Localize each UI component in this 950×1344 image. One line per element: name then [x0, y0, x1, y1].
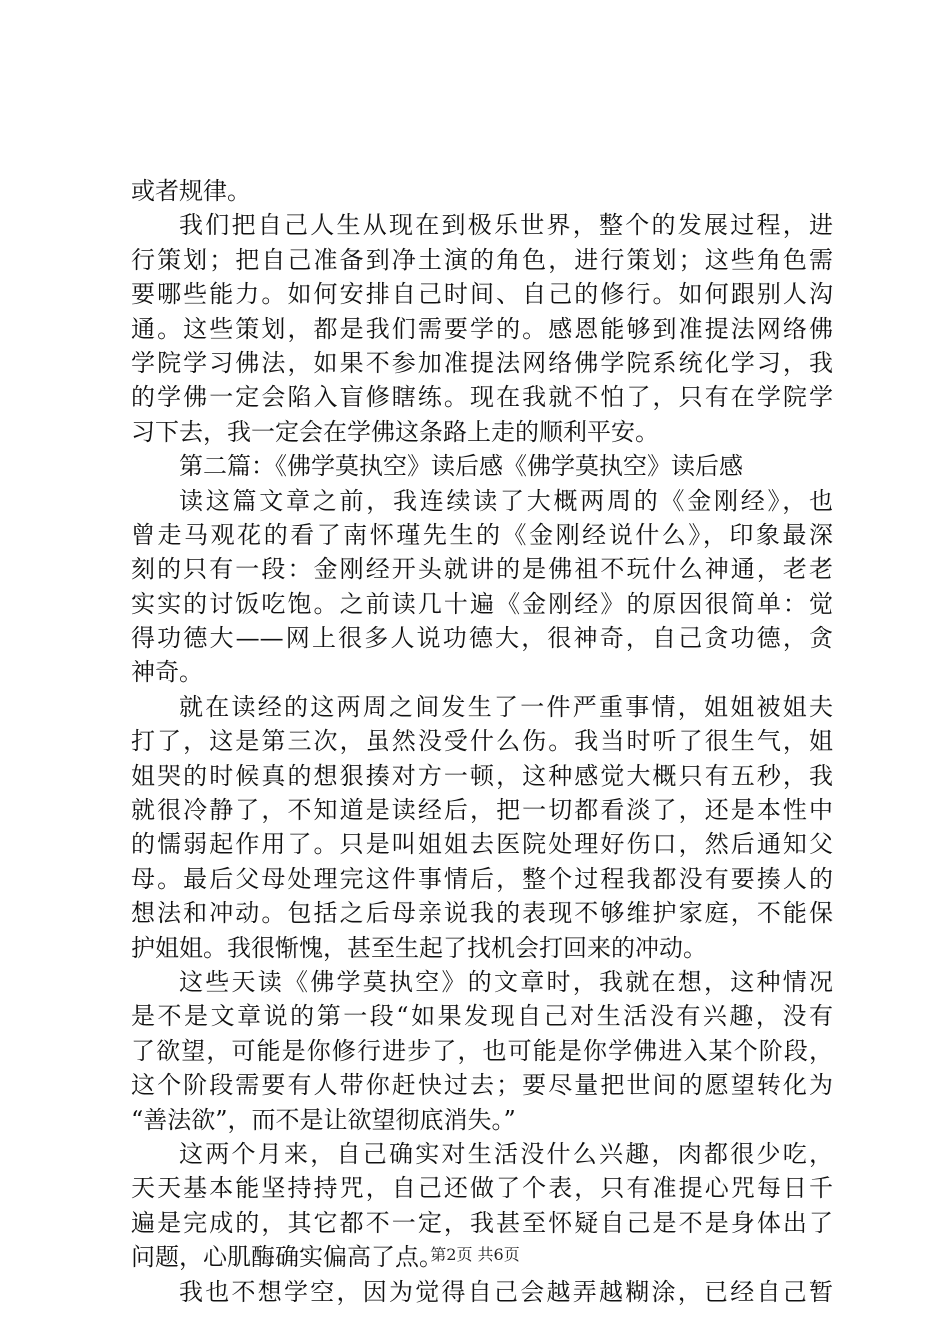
text-line: 学院学习佛法，如果不参加准提法网络佛学院系统化学习，我 [131, 348, 833, 377]
text-line: 曾走马观花的看了南怀瑾先生的《金刚经说什么》，印象最深 [131, 520, 833, 549]
text-line: 我也不想学空，因为觉得自己会越弄越糊涂，已经自己暂 [179, 1277, 833, 1306]
text-line: 打了，这是第三次，虽然没受什么伤。我当时听了很生气，姐 [131, 727, 833, 756]
page-footer: 第2页 共6页 [430, 1245, 520, 1264]
text-line: 护姐姐。我很惭愧，甚至生起了找机会打回来的冲动。 [131, 933, 707, 962]
text-line: 这两个月来，自己确实对生活没什么兴趣，肉都很少吃， [179, 1139, 833, 1168]
text-line: 实实的讨饭吃饱。之前读几十遍《金刚经》的原因很简单：觉 [131, 589, 833, 618]
text-line: 读这篇文章之前，我连续读了大概两周的《金刚经》，也 [179, 486, 833, 515]
text-line: 神奇。 [131, 658, 203, 687]
text-line: 问题，心肌酶确实偏高了点。 [131, 1243, 443, 1272]
text-line: 刻的只有一段：金刚经开头就讲的是佛祖不玩什么神通，老老 [131, 555, 833, 584]
text-line: 了欲望，可能是你修行进步了，也可能是你学佛进入某个阶段， [131, 1036, 833, 1065]
text-line: 就很冷静了，不知道是读经后，把一切都看淡了，还是本性中 [131, 796, 833, 825]
text-line: 要哪些能力。如何安排自己时间、自己的修行。如何跟别人沟 [131, 280, 833, 309]
text-line: 是不是文章说的第一段“如果发现自己对生活没有兴趣，没有 [131, 1002, 833, 1031]
text-line: 行策划；把自己准备到净土演的角色，进行策划；这些角色需 [131, 245, 833, 274]
text-line: 或者规律。 [131, 177, 251, 205]
text-line: 这个阶段需要有人带你赶快过去；要尽量把世间的愿望转化为 [131, 1071, 833, 1100]
text-line: “善法欲”，而不是让欲望彻底消失。” [131, 1105, 516, 1134]
document-body [131, 174, 833, 1309]
text-line: 想法和冲动。包括之后母亲说我的表现不够维护家庭，不能保 [131, 899, 833, 928]
text-line: 我们把自己人生从现在到极乐世界，整个的发展过程，进 [179, 211, 833, 240]
text-line: 的懦弱起作用了。只是叫姐姐去医院处理好伤口，然后通知父 [131, 830, 833, 859]
text-line: 姐哭的时候真的想狠揍对方一顿，这种感觉大概只有五秒，我 [131, 761, 833, 790]
text-line: 第二篇：《佛学莫执空》读后感《佛学莫执空》读后感 [179, 452, 743, 481]
text-line: 习下去，我一定会在学佛这条路上走的顺利平安。 [131, 417, 659, 446]
text-line: 天天基本能坚持持咒，自己还做了个表，只有准提心咒每日千 [131, 1174, 833, 1203]
text-line: 这些天读《佛学莫执空》的文章时，我就在想，这种情况 [179, 967, 833, 996]
text-line: 通。这些策划，都是我们需要学的。感恩能够到准提法网络佛 [131, 314, 833, 343]
text-line: 母。最后父母处理完这件事情后，整个过程我都没有要揍人的 [131, 864, 833, 893]
text-line: 得功德大——网上很多人说功德大，很神奇，自己贪功德，贪 [131, 624, 833, 653]
text-line: 遍是完成的，其它都不一定，我甚至怀疑自己是不是身体出了 [131, 1208, 833, 1237]
text-line: 的学佛一定会陷入盲修瞎练。现在我就不怕了，只有在学院学 [131, 383, 833, 412]
text-line: 就在读经的这两周之间发生了一件严重事情，姐姐被姐夫 [179, 692, 833, 721]
